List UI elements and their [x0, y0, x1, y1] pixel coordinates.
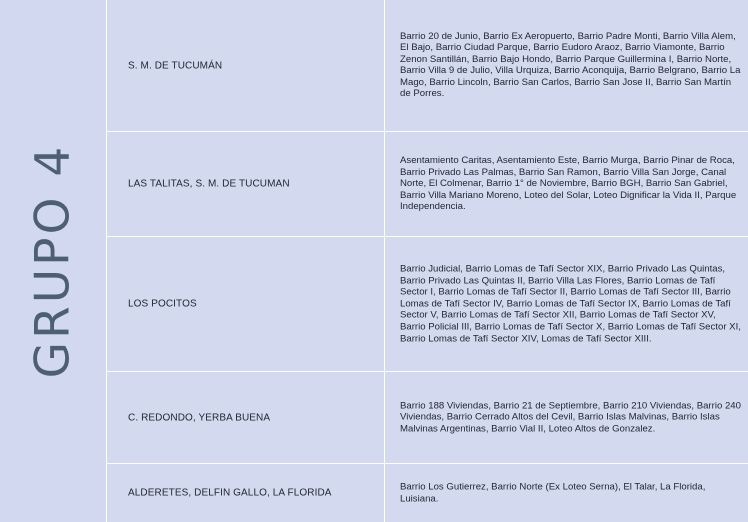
barrios-list: Barrio 20 de Junio, Barrio Ex Aeropuerto, Barrio Padre Monti, Barrio Villa Alem, El Bajo, Barrio Ciudad Parque, Barrio Eudoro Araoz, Barrio Viamonte, Barrio Zenon Santillán, Barrio Bajo Hondo, Barrio Parque Guillermina I, Barrio Norte, Barrio Villa 9 de Julio, Villa Urquiza, Barrio Aconquija, Barrio Belgrano, Barrio La Mago, Barrio Lincoln, Barrio San Carlos, Barrio San Jose II, Barrio San Martín de Porres.: [400, 30, 741, 100]
area-name: S. M. DE TUCUMÁN: [128, 60, 223, 71]
area-name: C. REDONDO, YERBA BUENA: [128, 412, 271, 423]
table-row: [106, 0, 748, 132]
table-row: [106, 132, 748, 237]
area-name: LOS POCITOS: [128, 298, 197, 310]
group-column: [0, 0, 106, 522]
barrios-list: Asentamiento Caritas, Asentamiento Este, Barrio Murga, Barrio Pinar de Roca, Barrio Privado Las Palmas, Barrio San Ramon, Barrio Villa San Jorge, Canal Norte, El Colmenar, Barrio 1° de Noviembre, Barrio BGH, Barrio San Gabriel, Barrio Villa Mariano Moreno, Loteo del Solar, Loteo Dignificar la Vida II, Parque Independencia.: [400, 155, 737, 213]
table-row: [106, 464, 748, 522]
barrios-list: Barrio Judicial, Barrio Lomas de Tafí Sector XIX, Barrio Privado Las Quintas, Barrio Privado Las Quintas II, Barrio Villa Las Flores, Barrio Lomas de Tafí Sector I, Barrio Lomas de Tafí Sector II, Barrio Lomas de Tafí Sector III, Barrio Lomas de Tafí Sector IV, Barrio Lomas de Tafí Sector IX, Barrio Lomas de Tafí Sector V, Barrio Lomas de Tafí Sector XII, Barrio Lomas de Tafí Sector XV, Barrio Policial III, Barrio Lomas de Tafí Sector X, Barrio Lomas de Tafí Sector XI, Barrio Lomas de Tafí Sector XIV, Lomas de Tafí Sector XIII.: [400, 263, 741, 344]
area-name: ALDERETES, DELFIN GALLO, LA FLORIDA: [128, 487, 332, 499]
group-label: GRUPO 4: [25, 143, 81, 379]
barrios-list: Barrio Los Gutierrez, Barrio Norte (Ex Loteo Serna), El Talar, La Florida, Luisiana.: [400, 481, 706, 504]
area-name: LAS TALITAS, S. M. DE TUCUMAN: [128, 178, 290, 190]
table-row: [106, 372, 748, 464]
table-row: [106, 237, 748, 372]
barrios-list: Barrio 188 Viviendas, Barrio 21 de Septiembre, Barrio 210 Viviendas, Barrio 240 Viviendas, Barrio Cerrado Altos del Cevil, Barrio Islas Malvinas, Barrio Islas Malvinas Argentinas, Barrio Vial II, Loteo Altos de Gonzalez.: [400, 400, 741, 435]
